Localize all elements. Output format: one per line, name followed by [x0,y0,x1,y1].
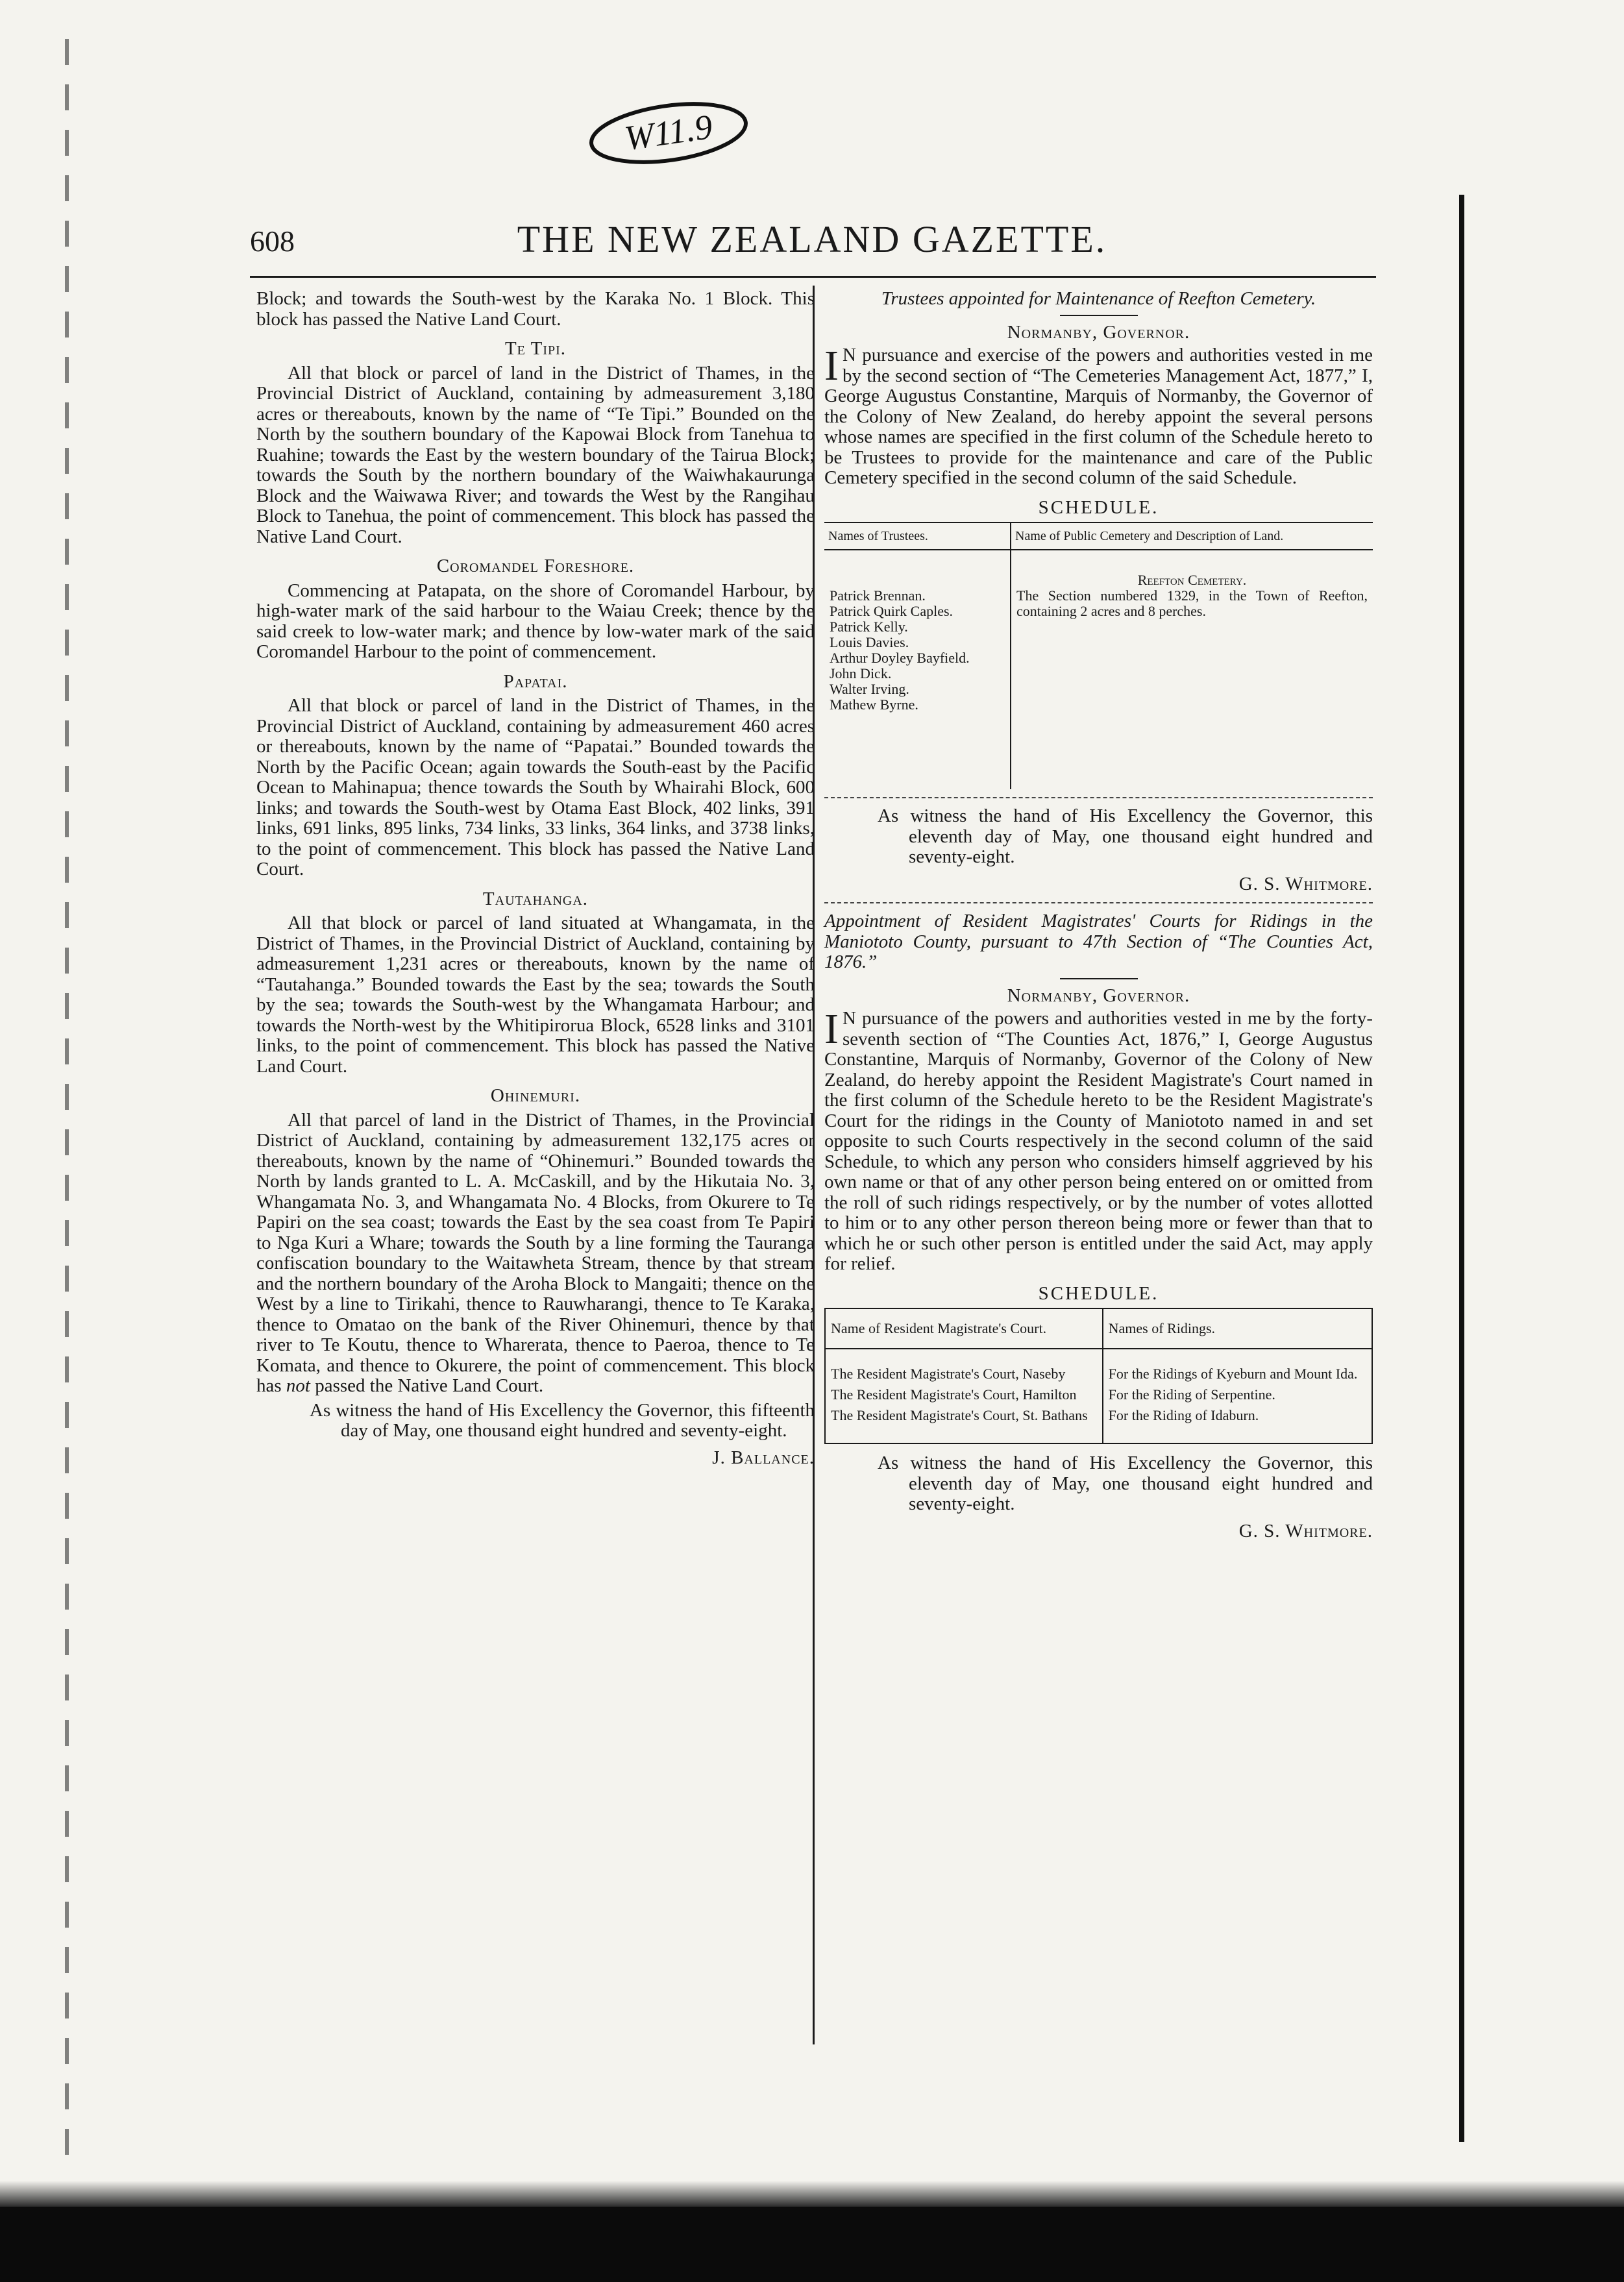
governor-line: Normanby, Governor. [1007,321,1190,343]
schedule-title: SCHEDULE. [1038,497,1159,518]
rule [1060,978,1138,979]
table-row [824,550,1373,789]
paragraph: All that block or parcel of land in the District of Thames, in the Provincial District of Auckland, containing by admeasurement 3,180 acres or thereabouts, known by the name of “Te Tipi.” Bounded on the North by the southern boundary of the Kapowai Block from Tanehua to Ruahine; towards the East by the western boundary of the Tairua Block; towards the South by the northern boundary of the Waiwhakaurunga Block and the Waiwawa River; and towards the West by the Rangihau Block to Tanehua, the point of commencement. This block has passed the Native Land Court. [256,362,815,547]
scan-right-edge [1459,195,1464,2142]
svg-text:W11.9: W11.9 [622,106,715,158]
table-row [825,1349,1372,1384]
section-heading: Coromandel Foreshore. [436,556,635,576]
section-heading: Ohinemuri. [490,1085,581,1106]
ridings-cell: For the Ridings of Kyeburn and Mount Ida. [1103,1349,1372,1384]
notice-text: N pursuance and exercise of the powers and authorities vested in me by the second section of “The Cemeteries Management Act, 1877,” I, George Augustus Constantine, Marquis of Normanby, the Governor of the Colony of New Zealand, do hereby appoint the several persons whose names are specified in the first column of the Schedule hereto to be Trustees to provide for the maintenance and care of the Public Cemetery specified in the second column of the said Schedule. [824,345,1373,488]
notice-body [824,1005,1373,1275]
trustee-name: Mathew Byrne. [830,696,918,713]
governor-line: Normanby, Governor. [1007,985,1190,1006]
title-rule [250,276,1376,278]
rule [1060,315,1138,316]
notice-heading: Appointment of Resident Magistrates' Courts for Ridings in the Maniototo County, pursuant to 47th Section of “The Counties Act, 1876.” [824,911,1373,972]
paragraph: Block; and towards the South-west by the Karaka No. 1 Block. This block has passed the Native Land Court. [256,288,815,330]
emphasis: not [286,1375,310,1396]
ridings-cell: For the Riding of Idaburn. [1103,1405,1372,1443]
right-column [824,289,1373,1541]
paragraph: Commencing at Patapata, on the shore of Coromandel Harbour, by high-water mark of the said harbour to the Waiau Creek; thence by the said creek to low-water mark; and thence by low-water mark of the said Coromandel Harbour to the point of commencement. [256,580,815,662]
scan-bottom-edge [0,2207,1624,2282]
witness-clause: As witness the hand of His Excellency the Governor, this eleventh day of May, one thousand eight hundred and seventy-eight. [878,1453,1373,1514]
signature: G. S. Whitmore. [1238,873,1373,894]
scan-left-edge [65,39,69,2168]
section-heading: Tautahanga. [482,888,589,909]
trustee-list [824,550,1011,789]
trustee-name: Walter Irving. [830,681,909,697]
court-cell: The Resident Magistrate's Court, Naseby [825,1349,1103,1384]
page-title: THE NEW ZEALAND GAZETTE. [517,218,1107,260]
trustee-name: Patrick Kelly. [830,619,908,635]
column-header: Names of Trustees. [824,522,1011,550]
column-header: Name of Resident Magistrate's Court. [825,1308,1103,1349]
column-header: Names of Ridings. [1103,1308,1372,1349]
page-number: 608 [250,225,295,258]
drop-cap: I [824,342,839,389]
signature: G. S. Whitmore. [1238,1520,1373,1541]
cemetery-name: Reefton Cemetery. [1137,572,1247,588]
column-header: Name of Public Cemetery and Description of Land. [1011,522,1373,550]
archive-stamp [571,84,766,182]
dashed-rule [824,797,1373,798]
table-row [825,1405,1372,1443]
signature: J. Ballance. [712,1447,815,1468]
paragraph: All that block or parcel of land situated at Whangamata, in the District of Thames, in the Provincial District of Auckland, containing by admeasurement 1,231 acres or thereabouts, known by the name of “Tautahanga.” Bounded towards the East by the sea; towards the South by the sea; towards the South-west by the Whangamata Harbour; and towards the North-west by the Whitipirorua Block, 6528 links and 3101 links, to the point of commencement. This block has passed the Native Land Court. [256,913,815,1077]
witness-clause: As witness the hand of His Excellency the Governor, this eleventh day of May, one thousand eight hundred and seventy-eight. [878,805,1373,867]
left-column [256,289,815,1468]
witness-clause: As witness the hand of His Excellency the Governor, this fifteenth day of May, one thousand eight hundred and seventy-eight. [310,1399,815,1441]
paragraph [256,1110,815,1397]
court-cell: The Resident Magistrate's Court, St. Bathans [825,1405,1103,1443]
courts-schedule-table [824,1308,1373,1444]
drop-cap: I [824,1005,839,1053]
court-cell: The Resident Magistrate's Court, Hamilton [825,1384,1103,1405]
scan-bottom-shadow [0,2181,1624,2207]
cemetery-cell [1011,550,1373,789]
trustee-name: Louis Davies. [830,634,909,650]
paragraph: All that block or parcel of land in the District of Thames, in the Provincial District of Auckland, containing by admeasurement 460 acres or thereabouts, known by the name of “Papatai.” Bounded towards the North by the Pacific Ocean; again towards the South-east by the Pacific Ocean to Mahinapua; thence towards the South by Whairahi Block, 600 links; and towards the South-west by Otama East Block, 402 links, 391 links, 691 links, 895 links, 734 links, 33 links, 364 links, and 3738 links, to the point of commencement. This block has passed the Native Land Court. [256,695,815,879]
ridings-cell: For the Riding of Serpentine. [1103,1384,1372,1405]
trustee-name: Patrick Brennan. [830,587,926,604]
table-row [825,1384,1372,1405]
notice-body [824,342,1373,489]
cemetery-description: The Section numbered 1329, in the Town of Reefton, containing 2 acres and 8 perches. [1016,587,1368,619]
notice-text: N pursuance of the powers and authorities vested in me by the forty-seventh section of “The Counties Act, 1876,” I, George Augustus Constantine, Marquis of Normanby, Governor of the Colony of New Zealand, do hereby appoint the Resident Magistrate's Court named in the first column of the Schedule hereto to be the Resident Magistrate's Court for the ridings in the County of Maniototo named in and set opposite to such Courts respectively in the second column of the said Schedule, to which any person who considers himself aggrieved by his own name or that of any other person being entered on or omitted from the roll of such ridings respectively, or by the number of votes allotted to him or to any other person thereon being more or fewer than that to which he or such other person is entitled under the said Act, may apply for relief. [824,1008,1373,1274]
dashed-rule [824,902,1373,903]
section-heading: Papatai. [503,670,568,692]
paragraph-text: passed the Native Land Court. [315,1375,544,1396]
trustee-name: John Dick. [830,665,892,681]
notice-heading: Trustees appointed for Maintenance of Reefton Cemetery. [881,288,1316,309]
trustee-schedule-table [824,522,1373,789]
section-heading: Te Tipi. [504,338,567,359]
trustee-name: Patrick Quirk Caples. [830,603,953,619]
paragraph-text: All that parcel of land in the District of Thames, in the Provincial District of Auckland, containing by admeasurement 132,175 acres or thereabouts, known by the name of “Ohinemuri.” Bounded towards the North by lands granted to L. A. McCaskill, and by the Hikutaia No. 3, Whangamata No. 3, and Whangamata No. 4 Blocks, from Okurere to Te Papiri on the sea coast; towards the East by the sea coast from Te Papiri to Nga Kuri a Whare; towards the South by a line forming the Tauranga confiscation boundary to the Waitawheta Stream, thence by that stream and the northern boundary of the Aroha Block to Mangaiti; thence on the West by a line to Tirikahi, thence to Rauwharangi, thence to Te Karaka, thence to Omatao on the bank of the River Ohinemuri, thence by that river to Te Koutu, thence to Wharerata, thence to Paeroa, thence to Te Komata, and thence to Okurere, the point of commencement. This block has [256,1109,815,1396]
schedule-title: SCHEDULE. [1038,1282,1159,1304]
trustee-name: Arthur Doyley Bayfield. [830,650,970,666]
